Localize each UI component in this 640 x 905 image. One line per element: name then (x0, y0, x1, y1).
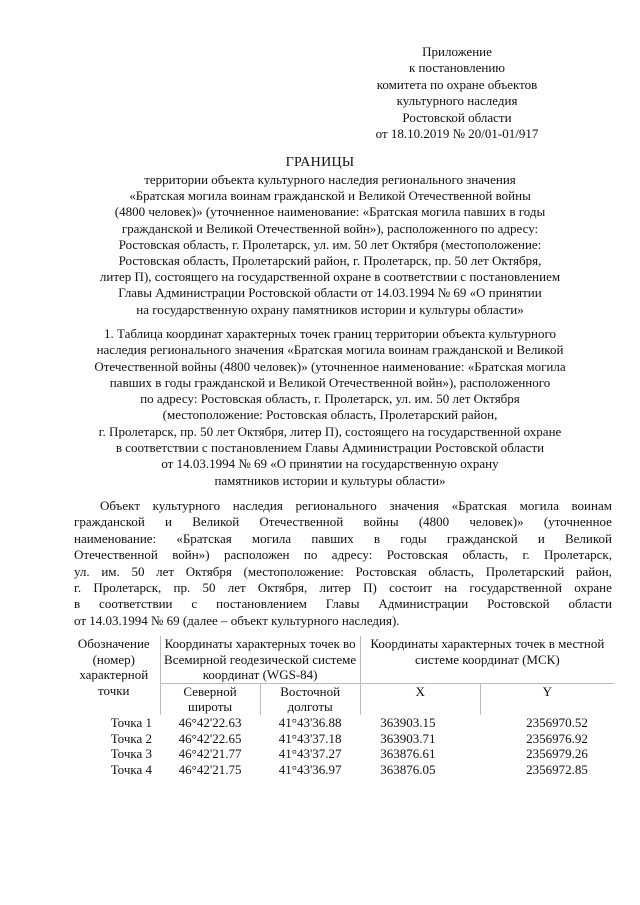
x-cell: 363876.05 (380, 761, 436, 777)
header-longitude: Восточной долготы (260, 683, 360, 715)
y-cell: 2356970.52 (526, 714, 588, 730)
latitude-cell: 46°42'22.65 (178, 730, 242, 746)
appendix-header (327, 44, 587, 142)
subtitle-line: Ростовская область, Пролетарский район, г. Пролетарск, пр. 50 лет Октября, (118, 253, 542, 269)
appendix-line: Приложение (422, 44, 492, 59)
section-line: в соответствии с постановлением Главы Администрации Ростовской области (115, 440, 545, 456)
subtitle-line: Ростовская область, г. Пролетарск, ул. им. 50 лет Октября (местоположение: (118, 236, 542, 252)
subtitle-line: на государственную охрану памятников истории и культуры области» (136, 301, 524, 317)
latitude-cell: 46°42'22.63 (178, 714, 242, 730)
longitude-cell: 41°43'36.97 (278, 761, 342, 777)
paragraph-line: г. Пролетарск, пр. 50 лет Октября, литер П) состоит на государственной охране (74, 580, 612, 596)
y-cell: 2356976.92 (526, 730, 588, 746)
header-y: Y (480, 683, 614, 715)
table-row (68, 746, 614, 762)
body-paragraph (74, 498, 612, 629)
paragraph-line: Отечественной войн») расположен по адресу: Ростовская область, г. Пролетарск, (74, 547, 612, 563)
y-cell: 2356979.26 (526, 746, 588, 762)
document-subtitle (60, 172, 600, 318)
table-header-row (68, 636, 614, 683)
header-x: X (360, 683, 480, 715)
section-line: от 14.03.1994 № 69 «О принятии на государственную охрану (161, 456, 499, 472)
subtitle-line: гражданской и Великой Отечественной войн»), расположенного по адресу: (121, 220, 539, 236)
latitude-cell: 46°42'21.75 (178, 761, 242, 777)
document-title: ГРАНИЦЫ (285, 155, 355, 170)
section-line: (местоположение: Ростовская область, Пролетарский район, (162, 407, 498, 423)
x-cell: 363903.15 (380, 714, 436, 730)
header-point-designation: Обозначение (номер) характерной точки (77, 636, 150, 698)
table-row (68, 731, 614, 747)
paragraph-line: наименование: «Братская могила павших в годы гражданской и Великой (74, 530, 612, 546)
section-heading (50, 326, 610, 489)
longitude-cell: 41°43'37.18 (278, 730, 342, 746)
subtitle-line: литер П), состоящего на государственной охране в соответствии с постановлением (99, 269, 561, 285)
table-row (68, 762, 614, 778)
header-latitude: Северной широты (160, 683, 260, 715)
paragraph-line: Объект культурного наследия регионального значения «Братская могила воинам (100, 498, 612, 513)
appendix-line: к постановлению (408, 60, 506, 76)
paragraph-line: в соответствии с постановлением Главы Администрации Ростовской области (74, 596, 612, 612)
paragraph-line: от 14.03.1994 № 69 (далее – объект культурного наследия). (74, 612, 400, 628)
paragraph-line: ул. им. 50 лет Октября (местоположение: Ростовская область, Пролетарский район, (74, 563, 612, 579)
latitude-cell: 46°42'21.77 (178, 746, 242, 762)
section-line: Отечественной войны (4800 человек)» (уточненное наименование: «Братская могила (94, 358, 566, 374)
subtitle-line: «Братская могила воинам гражданской и Великой Отечественной войны (129, 188, 531, 204)
subtitle-line: территории объекта культурного наследия регионального значения (144, 172, 516, 187)
header-msk: Координаты характерных точек в местной системе координат (МСК) (360, 636, 614, 683)
header-wgs84: Координаты характерных точек во Всемирной геодезической системе координат (WGS-84) (160, 636, 360, 683)
longitude-cell: 41°43'36.88 (278, 714, 342, 730)
appendix-line: комитета по охране объектов (376, 76, 538, 92)
section-line: наследия регионального значения «Братская могила воинам гражданской и Великой (96, 342, 564, 358)
appendix-line: от 18.10.2019 № 20/01-01/917 (375, 126, 539, 142)
point-cell: Точка 4 (110, 761, 153, 777)
point-cell: Точка 2 (110, 730, 153, 746)
appendix-line: Ростовской области (402, 109, 512, 125)
subtitle-line: Главы Администрации Ростовской области от 14.03.1994 № 69 «О принятии (118, 285, 542, 301)
section-line: памятников истории и культуры области» (214, 472, 446, 488)
x-cell: 363876.61 (380, 746, 436, 762)
section-line: 1. Таблица координат характерных точек границ территории объекта культурного (104, 326, 556, 341)
subtitle-line: (4800 человек)» (уточненное наименование: «Братская могила павших в годы (114, 204, 546, 220)
point-cell: Точка 1 (110, 714, 153, 730)
y-cell: 2356972.85 (526, 761, 588, 777)
section-line: павших в годы гражданской и Великой Отечественной войн»), расположенного (109, 374, 551, 390)
longitude-cell: 41°43'37.27 (278, 746, 342, 762)
coordinates-table (68, 636, 614, 777)
point-cell: Точка 3 (110, 746, 153, 762)
section-line: по адресу: Ростовская область, г. Пролетарск, ул. им. 50 лет Октября (140, 391, 520, 407)
paragraph-line: гражданской и Великой Отечественной войны (4800 человек)» (уточненное (74, 514, 612, 530)
table-row (68, 715, 614, 731)
x-cell: 363903.71 (380, 730, 436, 746)
appendix-line: культурного наследия (396, 93, 518, 109)
section-line: г. Пролетарск, пр. 50 лет Октября, литер П), состоящего на государственной охране (98, 423, 562, 439)
